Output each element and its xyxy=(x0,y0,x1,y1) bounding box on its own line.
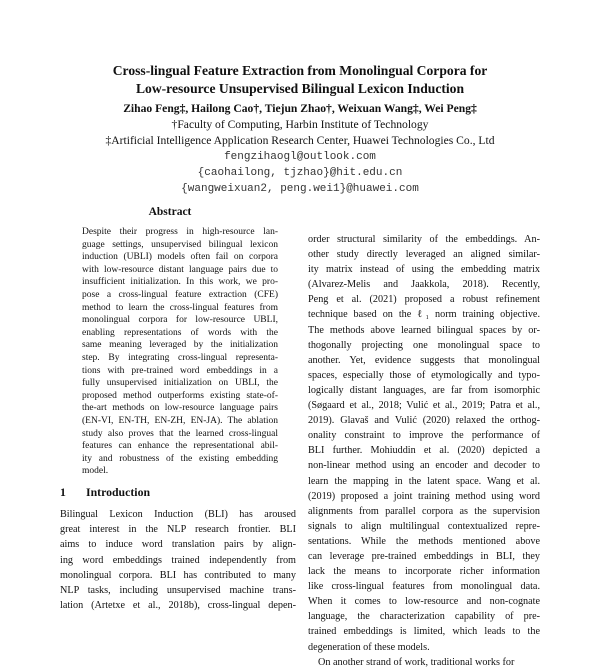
right-line: lack the means to incorporate richer information xyxy=(308,566,540,578)
right-line: logically distant languages, are far from isomorphic xyxy=(308,384,540,396)
abstract-line: insufficient initialization. In this work, we pro- xyxy=(82,277,278,288)
right-line: spaces, especially those of etymologically and typo- xyxy=(308,369,540,381)
right-line: (Søgaard et al., 2018; Vulić et al., 2019; Patra et al., xyxy=(308,400,540,412)
right-line: language, the characterization capability of pre- xyxy=(308,611,540,623)
right-line: onality constraint to improve the performance of xyxy=(308,430,540,442)
abstract-line: Despite their progress in high-resource lan- xyxy=(82,227,278,237)
title-line-2: Low-resource Unsupervised Bilingual Lexicon Induction xyxy=(135,81,465,96)
right-line: learn the mapping in the latent space. Wang et al. xyxy=(308,475,540,487)
intro-line: Bilingual Lexicon Induction (BLI) has aroused xyxy=(60,509,296,520)
right-line: alignments from parallel corpora as the supervision xyxy=(308,505,540,517)
abstract-line: same meaning leveraged by the initialization xyxy=(82,340,278,351)
right-line: like cross-lingual features from monolingual data. xyxy=(308,581,540,593)
abstract-line: pose a cross-lingual feature extraction (CFE) xyxy=(82,289,278,300)
affiliation-1: †Faculty of Computing, Harbin Institute of Technology xyxy=(171,118,429,131)
abstract-line: step. By integrating cross-lingual representa- xyxy=(82,352,278,363)
introduction-body xyxy=(60,507,296,613)
abstract-line: monolingual corpora for low-resource UBLI, xyxy=(82,315,278,326)
abstract-line: features can enhance the representational abil- xyxy=(82,441,278,452)
title-line-1: Cross-lingual Feature Extraction from Monolingual Corpora for xyxy=(112,63,488,78)
right-line: other study directly leveraged an aligned similar- xyxy=(308,249,540,261)
right-line: When it comes to low-resource and non-cognate xyxy=(308,596,540,608)
right-line: order structural similarity of the embeddings. An- xyxy=(308,234,540,245)
right-line: ity matrix instead of using the embedding matrix xyxy=(308,264,540,276)
paper-title xyxy=(40,62,560,98)
intro-line: ing word embeddings trained independently from xyxy=(60,554,296,566)
email-3: {wangweixuan2, peng.wei1}@huawei.com xyxy=(181,183,419,195)
right-line: (Alvarez-Melis and Jaakkola, 2018). Recently, xyxy=(308,279,540,291)
right-line: another. Yet, evidence suggests that monolingual xyxy=(308,354,540,366)
right-line: thogonally projecting one monolingual space to xyxy=(308,339,540,351)
intro-line: NLP tasks, including unsupervised machine trans- xyxy=(60,585,296,597)
right-line: (2019) proposed a joint training method using word xyxy=(308,490,540,502)
intro-line: great interest in the NLP research frontier. BLI xyxy=(60,524,296,536)
abstract-heading: Abstract xyxy=(148,206,192,218)
right-line: signals to align multilingual contextualized repre- xyxy=(308,520,540,532)
right-line: trained embeddings is limited, which leads to the xyxy=(308,626,540,638)
right-column-body xyxy=(308,232,540,670)
right-line: BLI further. Mohiuddin et al. (2020) depicted a xyxy=(308,445,540,457)
right-line: can leverage pre-trained embeddings in BLI, they xyxy=(308,550,540,562)
affiliation-2: ‡Artificial Intelligence Application Research Center, Huawei Technologies Co., Ltd xyxy=(105,134,495,147)
right-line: The methods above learned bilingual spaces by or- xyxy=(308,324,540,336)
abstract-line: the-art methods on low-resource language pairs xyxy=(82,403,278,414)
email-2: {caohailong, tjzhao}@hit.edu.cn xyxy=(197,167,403,179)
intro-line: lation (Artetxe et al., 2018b), cross-lingual depen- xyxy=(60,600,296,612)
intro-line: aims to induce word translation pairs by align- xyxy=(60,539,296,551)
abstract-line: ity and robustness of the existing embedding xyxy=(82,453,278,464)
abstract-line: (EN-VI, EN-TH, EN-ZH, EN-JA). The ablation xyxy=(82,415,278,426)
email-1: fengzihaogl@outlook.com xyxy=(224,151,376,163)
author-block xyxy=(20,101,580,197)
intro-line: monolingual corpora. BLI has contributed to many xyxy=(60,569,296,581)
section-heading-introduction xyxy=(60,485,150,500)
abstract-line: enabling representations of words with the xyxy=(82,327,278,338)
section-title: Introduction xyxy=(86,485,151,499)
abstract-line: model. xyxy=(82,466,109,477)
abstract-line: tions with pre-trained word embeddings in a xyxy=(82,365,278,376)
right-line: non-linear method using an encoder and decoder to xyxy=(308,460,540,472)
right-line: sentations. While the methods mentioned above xyxy=(308,535,540,547)
abstract-line: study also proves that the learned cross-lingual xyxy=(82,428,278,439)
right-line: degeneration of these models. xyxy=(308,641,430,653)
abstract-body xyxy=(82,226,278,478)
right-line: technique based on the ℓ₁ norm training objective. xyxy=(308,309,540,321)
abstract-line: guage settings, unsupervised bilingual lexicon xyxy=(82,239,278,250)
abstract-line: fully unsupervised initialization on UBLI, the xyxy=(82,378,278,389)
right-line: 2019). Glavaš and Vulić (2020) relaxed the orthog- xyxy=(308,415,540,427)
abstract-line: induction (UBLI) models often fail on corpora xyxy=(82,252,278,263)
abstract-line: proposed method outperforms existing state-of- xyxy=(82,390,278,401)
right-line: Peng et al. (2021) proposed a robust refinement xyxy=(308,294,540,306)
right-line: On another strand of work, traditional works for xyxy=(318,656,515,668)
section-number: 1 xyxy=(60,485,66,499)
abstract-line: method to learn the cross-lingual features from xyxy=(82,302,278,313)
author-list: Zihao Feng‡, Hailong Cao†, Tiejun Zhao†, Weixuan Wang‡, Wei Peng‡ xyxy=(123,102,477,115)
abstract-line: with low-resource distant language pairs due to xyxy=(82,264,278,275)
